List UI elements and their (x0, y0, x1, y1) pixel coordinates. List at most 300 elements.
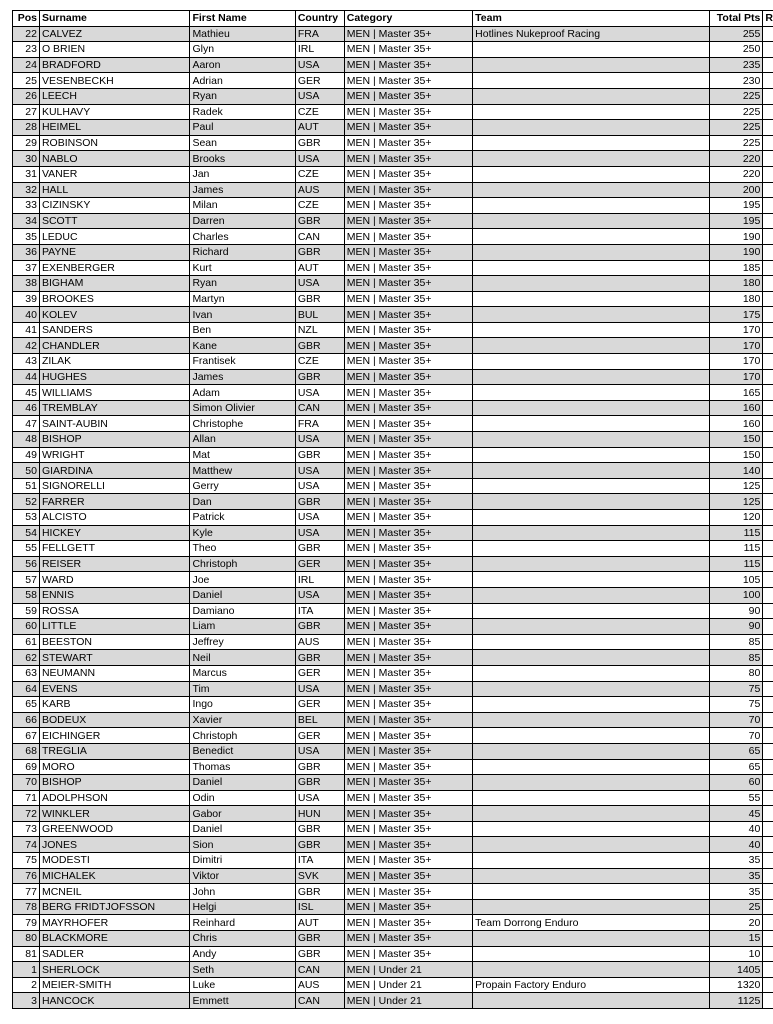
cell-total-pts: 190 (710, 229, 763, 245)
cell-next-column (763, 587, 773, 603)
cell-country: USA (295, 743, 344, 759)
cell-category: MEN | Master 35+ (344, 229, 472, 245)
cell-pos: 42 (13, 338, 40, 354)
cell-category: MEN | Master 35+ (344, 946, 472, 962)
header-team: Team (473, 11, 710, 27)
cell-next-column (763, 244, 773, 260)
cell-first-name: Dimitri (190, 853, 295, 869)
cell-surname: BISHOP (39, 432, 189, 448)
cell-team (473, 478, 710, 494)
table-row (13, 400, 773, 416)
cell-category: MEN | Master 35+ (344, 260, 472, 276)
cell-next-column (763, 135, 773, 151)
cell-first-name: Liam (190, 619, 295, 635)
table-row (13, 198, 773, 214)
cell-category: MEN | Master 35+ (344, 88, 472, 104)
cell-pos: 40 (13, 307, 40, 323)
cell-pos: 68 (13, 743, 40, 759)
table-row (13, 42, 773, 58)
cell-pos: 62 (13, 650, 40, 666)
cell-pos: 67 (13, 728, 40, 744)
cell-next-column (763, 665, 773, 681)
cell-surname: PAYNE (39, 244, 189, 260)
cell-pos: 37 (13, 260, 40, 276)
cell-next-column (763, 712, 773, 728)
cell-first-name: Christoph (190, 556, 295, 572)
cell-next-column (763, 541, 773, 557)
cell-category: MEN | Master 35+ (344, 416, 472, 432)
table-row (13, 977, 773, 993)
table-row (13, 853, 773, 869)
table-row (13, 619, 773, 635)
table-row (13, 338, 773, 354)
cell-team (473, 541, 710, 557)
cell-surname: HANCOCK (39, 993, 189, 1009)
cell-category: MEN | Master 35+ (344, 821, 472, 837)
table-row (13, 993, 773, 1009)
cell-team (473, 135, 710, 151)
cell-next-column (763, 73, 773, 89)
cell-country: USA (295, 88, 344, 104)
cell-team (473, 88, 710, 104)
cell-category: MEN | Master 35+ (344, 432, 472, 448)
table-row (13, 790, 773, 806)
cell-first-name: Seth (190, 962, 295, 978)
cell-country: GER (295, 665, 344, 681)
cell-total-pts: 140 (710, 463, 763, 479)
cell-first-name: Xavier (190, 712, 295, 728)
cell-country: GBR (295, 619, 344, 635)
table-row (13, 182, 773, 198)
cell-surname: ROSSA (39, 603, 189, 619)
cell-category: MEN | Master 35+ (344, 151, 472, 167)
cell-surname: VESENBECKH (39, 73, 189, 89)
cell-first-name: James (190, 369, 295, 385)
cell-surname: MODESTI (39, 853, 189, 869)
cell-total-pts: 40 (710, 821, 763, 837)
cell-total-pts: 90 (710, 619, 763, 635)
table-row (13, 915, 773, 931)
cell-total-pts: 160 (710, 416, 763, 432)
cell-category: MEN | Master 35+ (344, 166, 472, 182)
cell-first-name: Glyn (190, 42, 295, 58)
cell-first-name: Aaron (190, 57, 295, 73)
cell-team: Hotlines Nukeproof Racing (473, 26, 710, 42)
table-row (13, 665, 773, 681)
cell-team (473, 790, 710, 806)
cell-category: MEN | Master 35+ (344, 494, 472, 510)
cell-first-name: Brooks (190, 151, 295, 167)
cell-pos: 55 (13, 541, 40, 557)
cell-category: MEN | Master 35+ (344, 619, 472, 635)
cell-pos: 48 (13, 432, 40, 448)
cell-surname: LEECH (39, 88, 189, 104)
cell-pos: 72 (13, 806, 40, 822)
cell-first-name: Charles (190, 229, 295, 245)
table-row (13, 322, 773, 338)
cell-next-column (763, 260, 773, 276)
table-row (13, 229, 773, 245)
cell-first-name: James (190, 182, 295, 198)
cell-category: MEN | Master 35+ (344, 853, 472, 869)
cell-country: CAN (295, 229, 344, 245)
cell-surname: ADOLPHSON (39, 790, 189, 806)
cell-team (473, 572, 710, 588)
cell-team (473, 665, 710, 681)
cell-total-pts: 45 (710, 806, 763, 822)
cell-total-pts: 40 (710, 837, 763, 853)
cell-next-column (763, 276, 773, 292)
cell-surname: LITTLE (39, 619, 189, 635)
cell-team (473, 899, 710, 915)
cell-team (473, 229, 710, 245)
cell-country: GER (295, 728, 344, 744)
cell-surname: BRADFORD (39, 57, 189, 73)
cell-country: GBR (295, 135, 344, 151)
cell-pos: 27 (13, 104, 40, 120)
cell-surname: WINKLER (39, 806, 189, 822)
cell-pos: 79 (13, 915, 40, 931)
table-row (13, 213, 773, 229)
table-row (13, 743, 773, 759)
cell-country: HUN (295, 806, 344, 822)
cell-surname: BEESTON (39, 634, 189, 650)
cell-category: MEN | Master 35+ (344, 899, 472, 915)
cell-next-column (763, 993, 773, 1009)
cell-surname: WILLIAMS (39, 385, 189, 401)
cell-team (473, 634, 710, 650)
cell-country: BEL (295, 712, 344, 728)
table-row (13, 728, 773, 744)
table-row (13, 681, 773, 697)
cell-surname: BIGHAM (39, 276, 189, 292)
cell-first-name: Kyle (190, 525, 295, 541)
cell-next-column (763, 775, 773, 791)
cell-country: USA (295, 681, 344, 697)
cell-category: MEN | Master 35+ (344, 213, 472, 229)
cell-team (473, 244, 710, 260)
cell-pos: 31 (13, 166, 40, 182)
cell-category: MEN | Master 35+ (344, 354, 472, 370)
cell-surname: STEWART (39, 650, 189, 666)
cell-surname: TREMBLAY (39, 400, 189, 416)
cell-category: MEN | Master 35+ (344, 525, 472, 541)
cell-total-pts: 220 (710, 166, 763, 182)
cell-first-name: Damiano (190, 603, 295, 619)
cell-next-column (763, 494, 773, 510)
cell-pos: 22 (13, 26, 40, 42)
cell-next-column (763, 510, 773, 526)
cell-first-name: Viktor (190, 868, 295, 884)
cell-pos: 56 (13, 556, 40, 572)
cell-first-name: Reinhard (190, 915, 295, 931)
cell-category: MEN | Master 35+ (344, 650, 472, 666)
table-row (13, 837, 773, 853)
header-country: Country (295, 11, 344, 27)
cell-country: USA (295, 478, 344, 494)
table-row (13, 556, 773, 572)
cell-first-name: Helgi (190, 899, 295, 915)
cell-first-name: Daniel (190, 775, 295, 791)
cell-team (473, 962, 710, 978)
cell-total-pts: 1125 (710, 993, 763, 1009)
table-row (13, 135, 773, 151)
cell-next-column (763, 151, 773, 167)
cell-total-pts: 180 (710, 291, 763, 307)
cell-first-name: Christophe (190, 416, 295, 432)
cell-country: GER (295, 697, 344, 713)
cell-country: USA (295, 151, 344, 167)
cell-surname: GREENWOOD (39, 821, 189, 837)
cell-first-name: Tim (190, 681, 295, 697)
cell-team (473, 728, 710, 744)
table-row (13, 104, 773, 120)
cell-category: MEN | Master 35+ (344, 510, 472, 526)
cell-category: MEN | Master 35+ (344, 806, 472, 822)
cell-pos: 25 (13, 73, 40, 89)
cell-pos: 57 (13, 572, 40, 588)
cell-pos: 41 (13, 322, 40, 338)
cell-category: MEN | Master 35+ (344, 697, 472, 713)
cell-total-pts: 25 (710, 899, 763, 915)
cell-pos: 47 (13, 416, 40, 432)
cell-country: BUL (295, 307, 344, 323)
cell-next-column (763, 88, 773, 104)
cell-first-name: Benedict (190, 743, 295, 759)
cell-country: GBR (295, 650, 344, 666)
header-category: Category (344, 11, 472, 27)
cell-next-column (763, 697, 773, 713)
cell-country: SVK (295, 868, 344, 884)
table-row (13, 572, 773, 588)
cell-surname: NABLO (39, 151, 189, 167)
cell-pos: 73 (13, 821, 40, 837)
cell-team (473, 587, 710, 603)
cell-team (473, 42, 710, 58)
table-row (13, 478, 773, 494)
cell-country: GBR (295, 931, 344, 947)
cell-surname: FARRER (39, 494, 189, 510)
cell-surname: O BRIEN (39, 42, 189, 58)
cell-team (473, 104, 710, 120)
cell-total-pts: 225 (710, 120, 763, 136)
cell-surname: MEIER-SMITH (39, 977, 189, 993)
cell-country: ITA (295, 603, 344, 619)
table-row (13, 166, 773, 182)
cell-next-column (763, 104, 773, 120)
cell-pos: 61 (13, 634, 40, 650)
cell-category: MEN | Master 35+ (344, 182, 472, 198)
table-row (13, 494, 773, 510)
cell-next-column (763, 416, 773, 432)
cell-pos: 29 (13, 135, 40, 151)
cell-category: MEN | Master 35+ (344, 447, 472, 463)
cell-total-pts: 35 (710, 868, 763, 884)
cell-category: MEN | Master 35+ (344, 120, 472, 136)
cell-team (473, 837, 710, 853)
cell-total-pts: 250 (710, 42, 763, 58)
cell-pos: 63 (13, 665, 40, 681)
cell-total-pts: 85 (710, 634, 763, 650)
cell-surname: BERG FRIDTJOFSSON (39, 899, 189, 915)
cell-surname: HEIMEL (39, 120, 189, 136)
cell-surname: ZILAK (39, 354, 189, 370)
cell-country: AUS (295, 977, 344, 993)
cell-first-name: Matthew (190, 463, 295, 479)
cell-first-name: Jeffrey (190, 634, 295, 650)
cell-next-column (763, 868, 773, 884)
cell-total-pts: 180 (710, 276, 763, 292)
cell-next-column (763, 322, 773, 338)
cell-next-column (763, 977, 773, 993)
table-row (13, 57, 773, 73)
cell-first-name: Frantisek (190, 354, 295, 370)
cell-country: CZE (295, 104, 344, 120)
cell-next-column (763, 307, 773, 323)
cell-pos: 60 (13, 619, 40, 635)
cell-country: GBR (295, 369, 344, 385)
cell-country: GBR (295, 213, 344, 229)
cell-team (473, 416, 710, 432)
cell-category: MEN | Master 35+ (344, 369, 472, 385)
cell-surname: REISER (39, 556, 189, 572)
cell-category: MEN | Master 35+ (344, 915, 472, 931)
table-row (13, 697, 773, 713)
cell-next-column (763, 837, 773, 853)
cell-team (473, 884, 710, 900)
cell-next-column (763, 728, 773, 744)
cell-first-name: Milan (190, 198, 295, 214)
cell-category: MEN | Master 35+ (344, 759, 472, 775)
cell-surname: JONES (39, 837, 189, 853)
cell-pos: 33 (13, 198, 40, 214)
cell-team (473, 993, 710, 1009)
cell-category: MEN | Master 35+ (344, 338, 472, 354)
cell-total-pts: 85 (710, 650, 763, 666)
cell-surname: KULHAVY (39, 104, 189, 120)
cell-category: MEN | Under 21 (344, 993, 472, 1009)
cell-pos: 30 (13, 151, 40, 167)
cell-team (473, 151, 710, 167)
cell-next-column (763, 354, 773, 370)
table-row (13, 151, 773, 167)
cell-pos: 69 (13, 759, 40, 775)
cell-surname: BISHOP (39, 775, 189, 791)
table-row (13, 712, 773, 728)
table-row (13, 447, 773, 463)
cell-team (473, 946, 710, 962)
cell-category: MEN | Master 35+ (344, 57, 472, 73)
cell-team (473, 525, 710, 541)
cell-team: Team Dorrong Enduro (473, 915, 710, 931)
cell-country: GBR (295, 447, 344, 463)
cell-country: FRA (295, 26, 344, 42)
cell-next-column (763, 369, 773, 385)
cell-next-column (763, 915, 773, 931)
cell-pos: 74 (13, 837, 40, 853)
cell-country: GBR (295, 837, 344, 853)
table-row (13, 260, 773, 276)
cell-first-name: Sean (190, 135, 295, 151)
cell-total-pts: 115 (710, 525, 763, 541)
cell-first-name: Dan (190, 494, 295, 510)
cell-first-name: Chris (190, 931, 295, 947)
cell-first-name: Sion (190, 837, 295, 853)
table-row (13, 759, 773, 775)
cell-pos: 51 (13, 478, 40, 494)
cell-team (473, 806, 710, 822)
cell-country: GBR (295, 541, 344, 557)
cell-first-name: Martyn (190, 291, 295, 307)
cell-first-name: Andy (190, 946, 295, 962)
cell-team (473, 510, 710, 526)
cell-next-column (763, 463, 773, 479)
cell-team (473, 603, 710, 619)
cell-category: MEN | Under 21 (344, 977, 472, 993)
cell-team (473, 307, 710, 323)
cell-total-pts: 20 (710, 915, 763, 931)
cell-team (473, 166, 710, 182)
cell-first-name: Simon Olivier (190, 400, 295, 416)
cell-pos: 26 (13, 88, 40, 104)
cell-category: MEN | Master 35+ (344, 884, 472, 900)
cell-next-column (763, 884, 773, 900)
header-surname: Surname (39, 11, 189, 27)
cell-pos: 58 (13, 587, 40, 603)
cell-total-pts: 195 (710, 198, 763, 214)
cell-category: MEN | Master 35+ (344, 478, 472, 494)
table-row (13, 868, 773, 884)
cell-surname: MORO (39, 759, 189, 775)
cell-pos: 49 (13, 447, 40, 463)
cell-first-name: Gabor (190, 806, 295, 822)
cell-next-column (763, 229, 773, 245)
cell-pos: 39 (13, 291, 40, 307)
cell-category: MEN | Master 35+ (344, 276, 472, 292)
cell-pos: 38 (13, 276, 40, 292)
cell-country: GER (295, 556, 344, 572)
cell-surname: KARB (39, 697, 189, 713)
cell-country: ITA (295, 853, 344, 869)
cell-surname: ROBINSON (39, 135, 189, 151)
cell-next-column (763, 572, 773, 588)
cell-country: USA (295, 57, 344, 73)
cell-next-column (763, 400, 773, 416)
table-row (13, 369, 773, 385)
cell-category: MEN | Master 35+ (344, 837, 472, 853)
cell-first-name: Richard (190, 244, 295, 260)
cell-pos: 78 (13, 899, 40, 915)
cell-total-pts: 35 (710, 884, 763, 900)
cell-first-name: Thomas (190, 759, 295, 775)
cell-pos: 24 (13, 57, 40, 73)
cell-total-pts: 55 (710, 790, 763, 806)
cell-category: MEN | Master 35+ (344, 681, 472, 697)
table-row (13, 73, 773, 89)
cell-country: USA (295, 587, 344, 603)
cell-next-column (763, 166, 773, 182)
cell-total-pts: 100 (710, 587, 763, 603)
cell-total-pts: 75 (710, 681, 763, 697)
cell-country: CAN (295, 400, 344, 416)
cell-team (473, 73, 710, 89)
cell-next-column (763, 26, 773, 42)
cell-country: AUT (295, 260, 344, 276)
table-row (13, 650, 773, 666)
cell-pos: 80 (13, 931, 40, 947)
cell-pos: 64 (13, 681, 40, 697)
cell-pos: 54 (13, 525, 40, 541)
